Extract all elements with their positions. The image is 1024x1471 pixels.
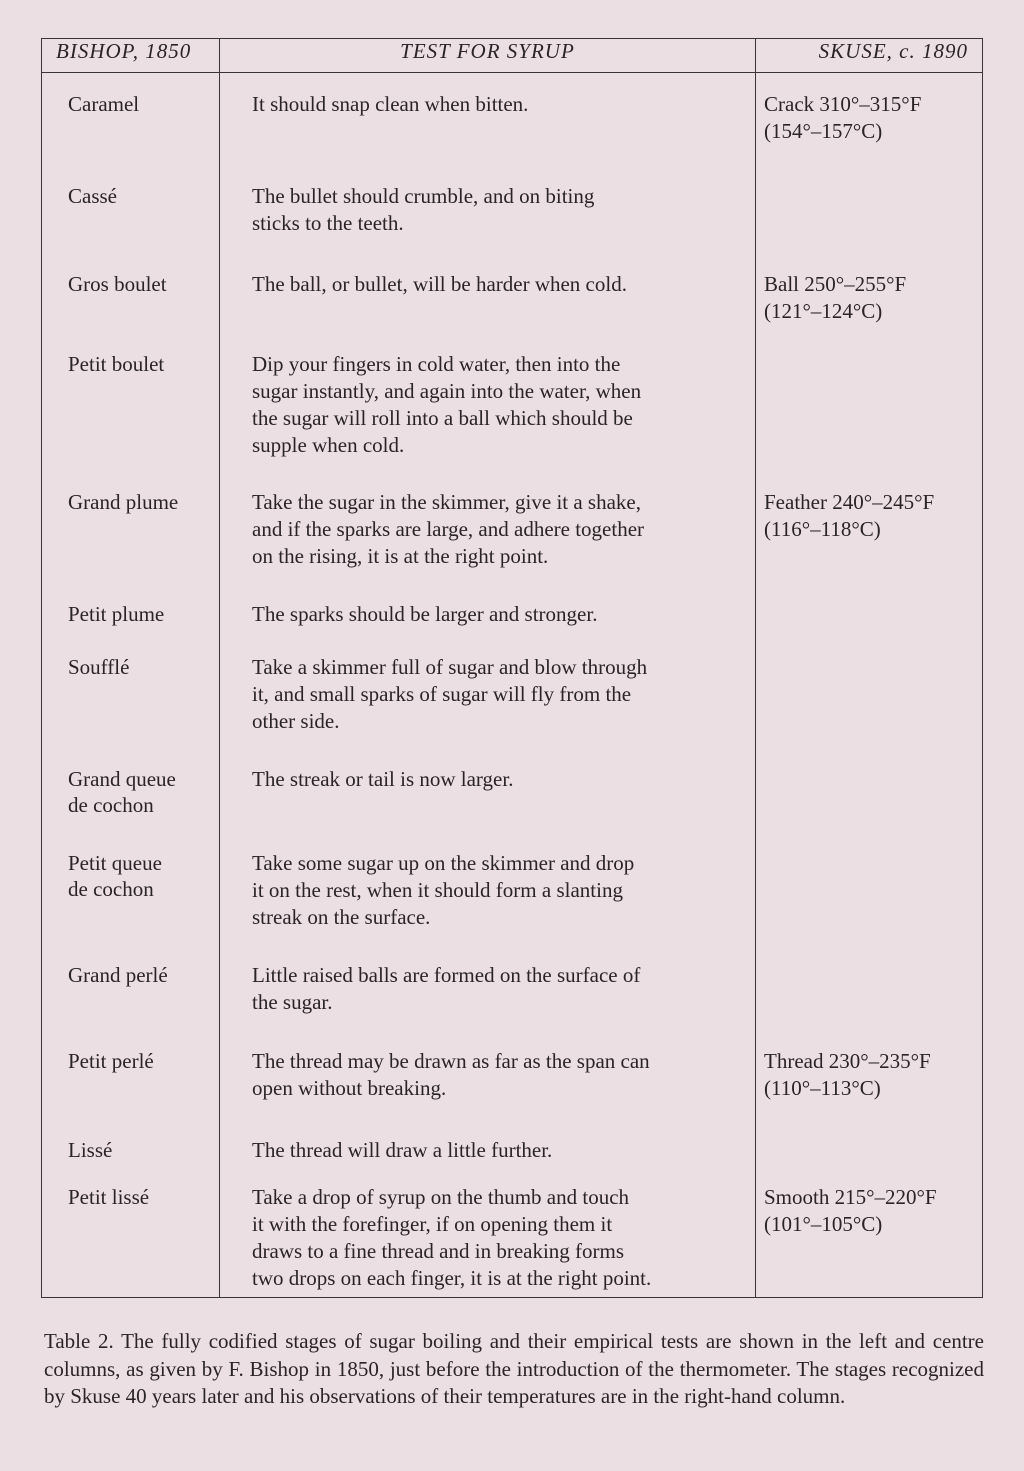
skuse-temperature bbox=[756, 73, 983, 161]
syrup-test-line: sugar instantly, and again into the water, when bbox=[252, 378, 642, 403]
skuse-temperature-line: Feather 240°–245°F bbox=[764, 489, 935, 514]
syrup-test bbox=[220, 73, 756, 161]
syrup-test-line: two drops on each finger, it is at the right point. bbox=[252, 1265, 652, 1290]
stage-name bbox=[42, 249, 220, 336]
syrup-test bbox=[220, 161, 756, 249]
syrup-test-line: The sparks should be larger and stronger. bbox=[252, 601, 598, 626]
table-row bbox=[42, 945, 983, 1031]
stage-name bbox=[42, 585, 220, 638]
table-row bbox=[42, 585, 983, 638]
table-row bbox=[42, 1031, 983, 1117]
syrup-test-line: it on the rest, when it should form a slanting bbox=[252, 877, 623, 902]
skuse-temperature-line: Ball 250°–255°F bbox=[764, 271, 907, 296]
skuse-temperature-line: (116°–118°C) bbox=[764, 516, 881, 541]
syrup-test-line: Little raised balls are formed on the surface of bbox=[252, 962, 641, 987]
table-row bbox=[42, 1168, 983, 1298]
stage-name-text: Petit lissé bbox=[68, 1184, 150, 1209]
stage-name bbox=[42, 638, 220, 748]
skuse-temperature bbox=[756, 336, 983, 474]
stage-name-text: Caramel bbox=[68, 92, 140, 116]
sugar-stages-table bbox=[41, 38, 983, 1298]
stage-name-text: Gros boulet bbox=[68, 271, 167, 296]
stage-name bbox=[42, 474, 220, 585]
skuse-temperature-line: (101°–105°C) bbox=[764, 1211, 883, 1236]
table-row bbox=[42, 336, 983, 474]
stage-name-text: Petit boulet bbox=[68, 351, 165, 376]
skuse-temperature bbox=[756, 1168, 983, 1298]
syrup-test bbox=[220, 1031, 756, 1117]
table-row bbox=[42, 161, 983, 249]
header-test: TEST FOR SYRUP bbox=[220, 39, 756, 73]
syrup-test-line: Dip your fingers in cold water, then into the bbox=[252, 351, 621, 376]
syrup-test bbox=[220, 1168, 756, 1298]
syrup-test-line: open without breaking. bbox=[252, 1075, 447, 1100]
table-row bbox=[42, 833, 983, 945]
stage-name-text: Cassé bbox=[68, 183, 117, 208]
stage-name bbox=[42, 748, 220, 833]
table-row bbox=[42, 474, 983, 585]
syrup-test-line: The thread will draw a little further. bbox=[252, 1137, 553, 1162]
stage-name bbox=[42, 1031, 220, 1117]
syrup-test-line: supple when cold. bbox=[252, 432, 405, 457]
syrup-test-line: The ball, or bullet, will be harder when cold. bbox=[252, 271, 627, 296]
syrup-test-line: The bullet should crumble, and on biting bbox=[252, 183, 595, 208]
skuse-temperature-line: (154°–157°C) bbox=[764, 119, 883, 143]
syrup-test-line: The streak or tail is now larger. bbox=[252, 766, 514, 791]
stage-name bbox=[42, 945, 220, 1031]
stage-name-text: Grand plume bbox=[68, 489, 179, 514]
stage-name bbox=[42, 161, 220, 249]
skuse-temperature bbox=[756, 1031, 983, 1117]
syrup-test-line: sticks to the teeth. bbox=[252, 210, 404, 235]
skuse-temperature bbox=[756, 833, 983, 945]
header-bishop: BISHOP, 1850 bbox=[42, 39, 220, 73]
skuse-temperature bbox=[756, 638, 983, 748]
skuse-temperature-line: Crack 310°–315°F bbox=[764, 92, 922, 116]
skuse-temperature bbox=[756, 945, 983, 1031]
skuse-temperature-line: (121°–124°C) bbox=[764, 298, 883, 323]
table-body bbox=[42, 73, 983, 1298]
skuse-temperature bbox=[756, 249, 983, 336]
syrup-test bbox=[220, 833, 756, 945]
syrup-test-line: Take a skimmer full of sugar and blow through bbox=[252, 654, 648, 679]
syrup-test bbox=[220, 748, 756, 833]
syrup-test-line: Take the sugar in the skimmer, give it a shake, bbox=[252, 489, 641, 514]
syrup-test-line: the sugar will roll into a ball which should be bbox=[252, 405, 633, 430]
stage-name bbox=[42, 336, 220, 474]
syrup-test-line: and if the sparks are large, and adhere together bbox=[252, 516, 645, 541]
table-row bbox=[42, 1117, 983, 1168]
table-row bbox=[42, 748, 983, 833]
stage-name bbox=[42, 1168, 220, 1298]
syrup-test-line: draws to a fine thread and in breaking forms bbox=[252, 1238, 625, 1263]
skuse-temperature bbox=[756, 1117, 983, 1168]
skuse-temperature bbox=[756, 474, 983, 585]
syrup-test-line: streak on the surface. bbox=[252, 904, 431, 929]
syrup-test bbox=[220, 474, 756, 585]
syrup-test-line: Take a drop of syrup on the thumb and touch bbox=[252, 1184, 630, 1209]
table-row bbox=[42, 73, 983, 161]
syrup-test bbox=[220, 945, 756, 1031]
syrup-test-line: other side. bbox=[252, 708, 340, 733]
table-row bbox=[42, 249, 983, 336]
stage-name bbox=[42, 1117, 220, 1168]
syrup-test-line: Take some sugar up on the skimmer and drop bbox=[252, 850, 635, 875]
table-caption: Table 2. The fully codified stages of sugar boiling and their empirical tests are shown in the left and centre columns, as given by F. Bishop in 1850, just before the introduction of the thermometer. The stages recognized by Skuse 40 years later and his observations of their temperatures are in the right-hand column. bbox=[44, 1329, 984, 1408]
stage-name bbox=[42, 833, 220, 945]
stage-name-text: Grand perlé bbox=[68, 962, 168, 987]
stage-name bbox=[42, 73, 220, 161]
syrup-test bbox=[220, 249, 756, 336]
skuse-temperature bbox=[756, 748, 983, 833]
syrup-test-line: on the rising, it is at the right point. bbox=[252, 543, 549, 568]
table-row bbox=[42, 638, 983, 748]
stage-name-text: Petit perlé bbox=[68, 1048, 154, 1073]
syrup-test-line: it with the forefinger, if on opening them it bbox=[252, 1211, 613, 1236]
syrup-test-line: The thread may be drawn as far as the span can bbox=[252, 1048, 650, 1073]
stage-name-text: Grand queue de cochon bbox=[68, 766, 176, 817]
syrup-test-line: it, and small sparks of sugar will fly from the bbox=[252, 681, 632, 706]
stage-name-text: Soufflé bbox=[68, 654, 130, 679]
stage-name-text: Petit plume bbox=[68, 601, 165, 626]
stage-name-text: Petit queue de cochon bbox=[68, 850, 162, 901]
syrup-test bbox=[220, 336, 756, 474]
syrup-test bbox=[220, 585, 756, 638]
header-skuse: SKUSE, c. 1890 bbox=[756, 39, 983, 73]
table-header-row bbox=[42, 39, 983, 73]
skuse-temperature bbox=[756, 161, 983, 249]
syrup-test-line: It should snap clean when bitten. bbox=[252, 92, 529, 116]
skuse-temperature-line: (110°–113°C) bbox=[764, 1075, 881, 1100]
skuse-temperature-line: Smooth 215°–220°F bbox=[764, 1184, 937, 1209]
skuse-temperature bbox=[756, 585, 983, 638]
syrup-test bbox=[220, 1117, 756, 1168]
syrup-test-line: the sugar. bbox=[252, 989, 333, 1014]
stage-name-text: Lissé bbox=[68, 1137, 113, 1162]
syrup-test bbox=[220, 638, 756, 748]
skuse-temperature-line: Thread 230°–235°F bbox=[764, 1048, 931, 1073]
